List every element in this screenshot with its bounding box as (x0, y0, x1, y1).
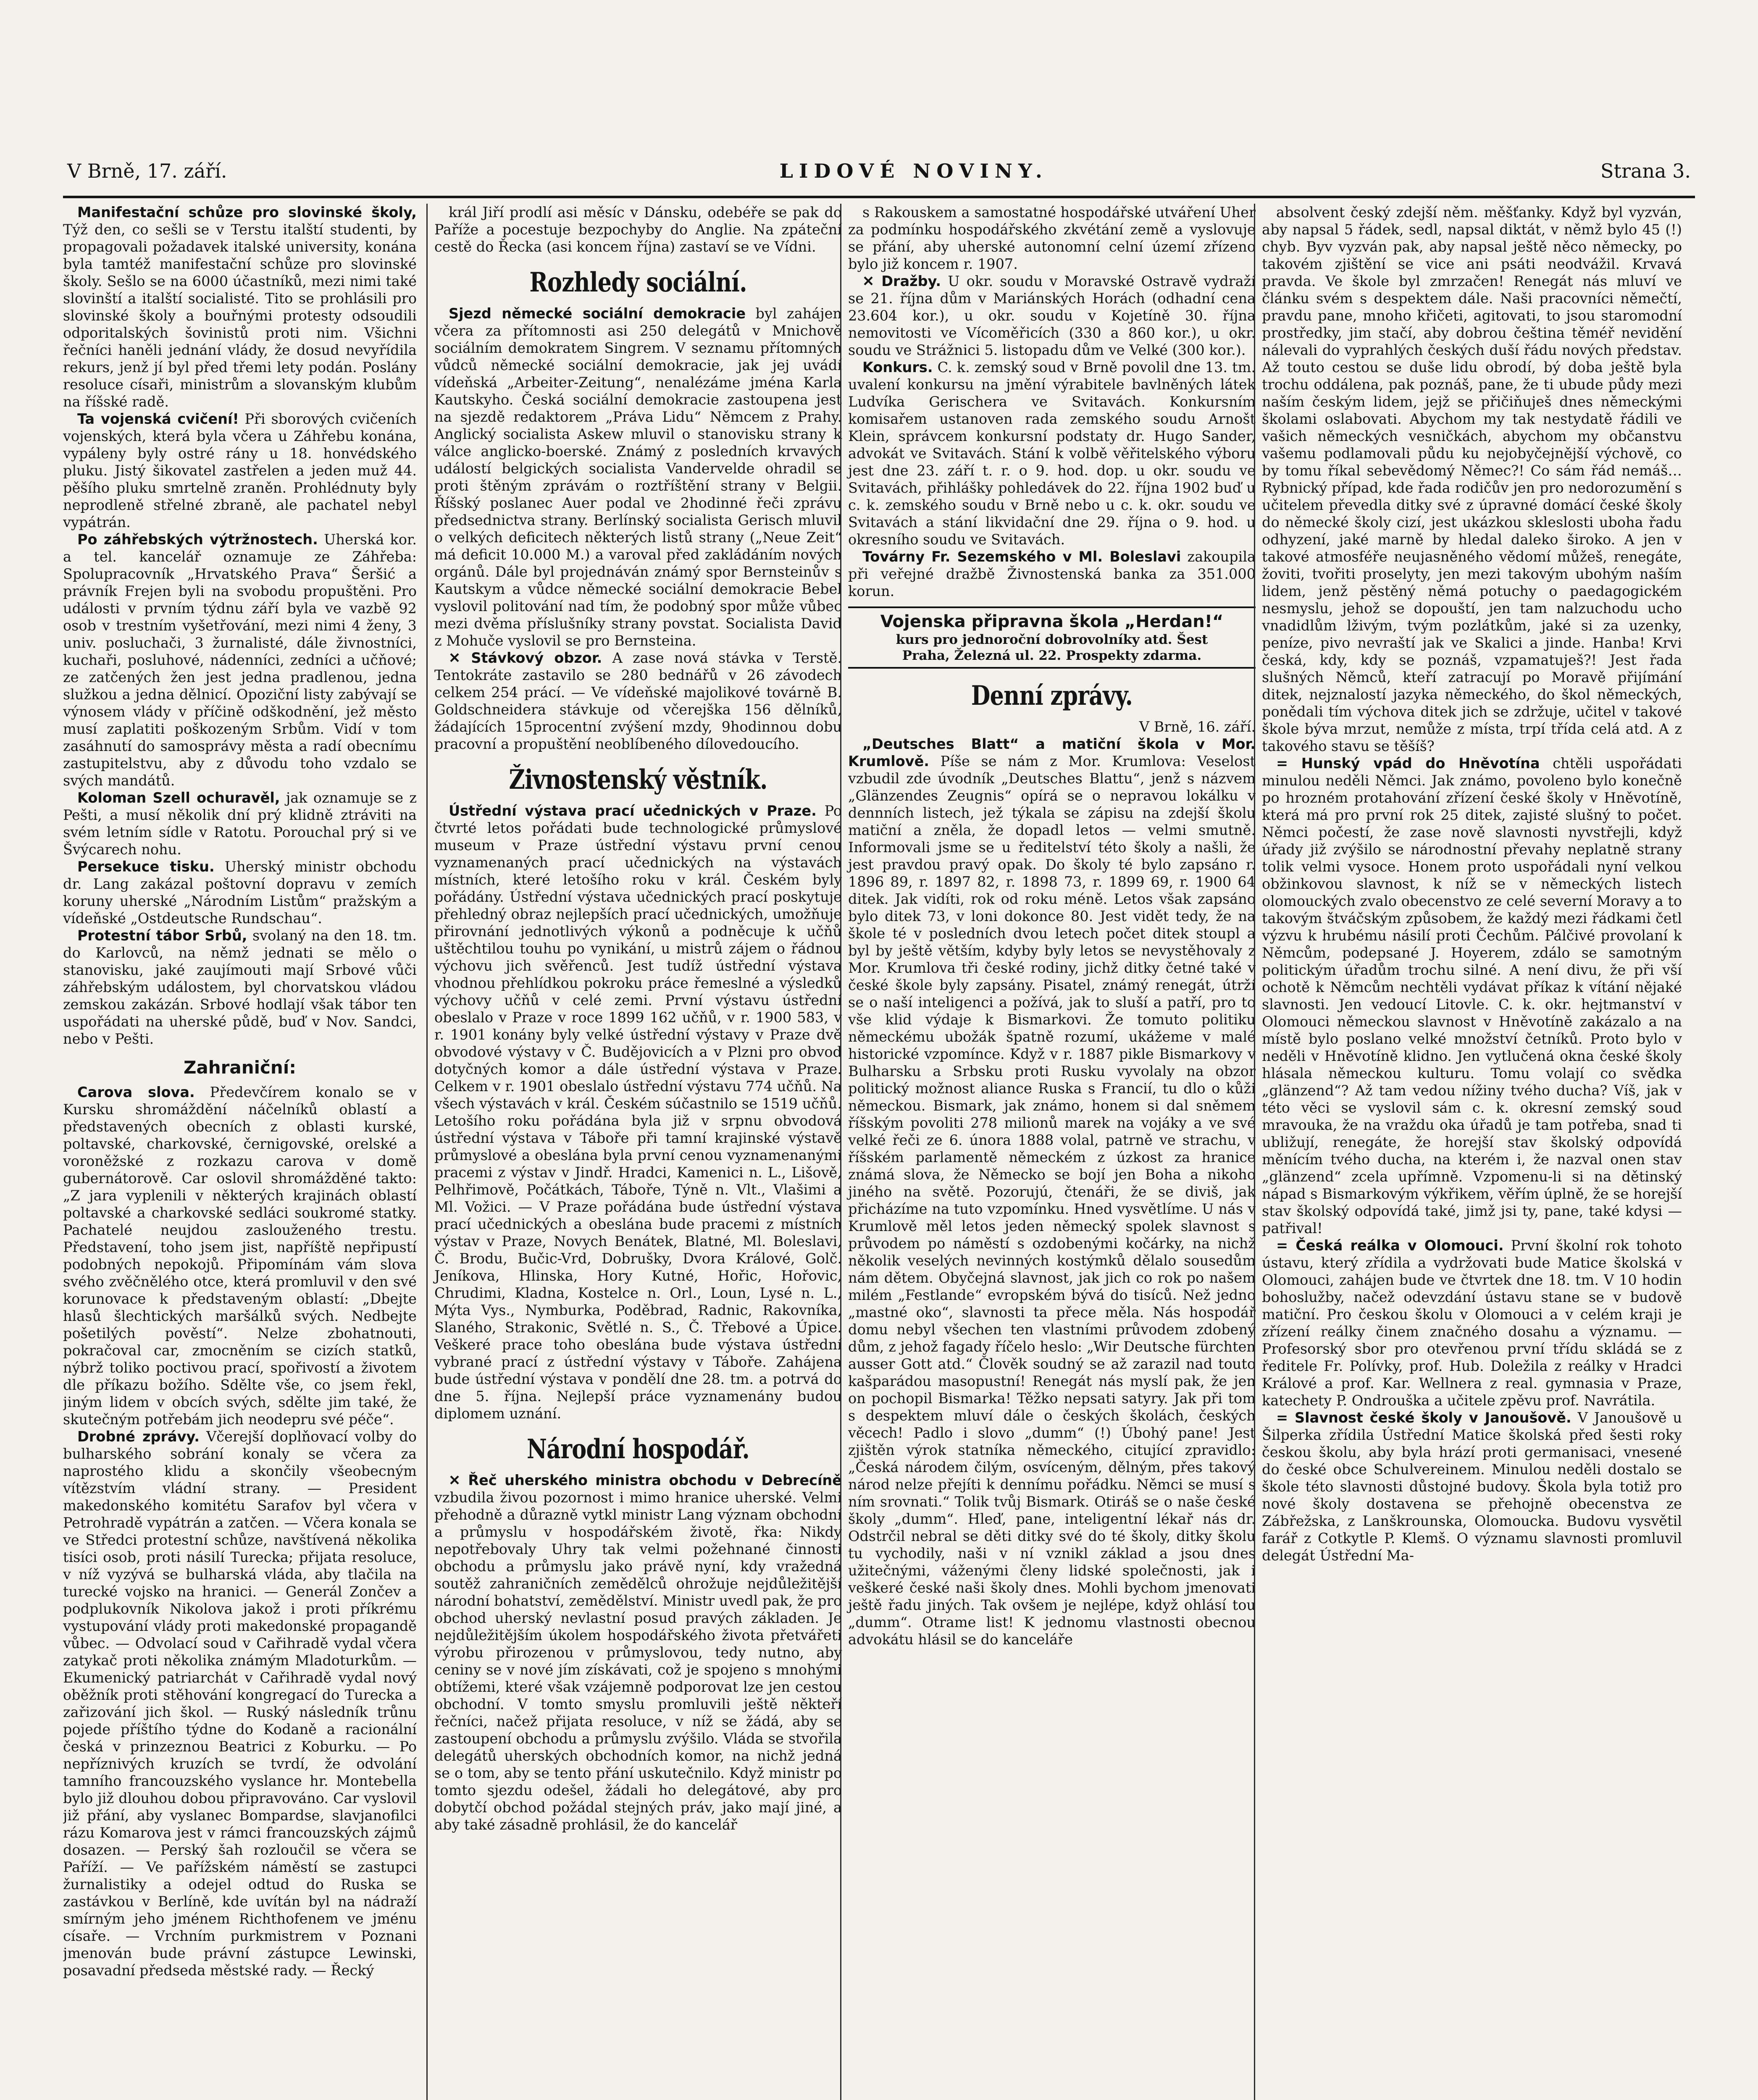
article-body: vzbudila živou pozornost i mimo hranice uherské. Velmi přehodně a důrazně vytkl ministr Lang význam obchodní a průmyslu v hospodářském životě, řka: Nikdy nepotřebovaly Uhry tak velmi požehnané činnosti obchodu a průmyslu jako právě nyní, kdy vražedná soutěž zahraničních zemědělců ohrožuje nejdůležitější národní bohatství, zemědělství. Ministr uvedl pak, že pro obchod uherský nevlastní posud pravých základen. Je nejdůležitějším úkolem hospodářského života přetvářeti výrobu přirozenou v průmyslovou, tedy nutno, aby ceniny se v nové jím získávati, což je spojeno s mnohými obtížemi, které však vzájemně podporovat lze jen cestou obchodní. V tomto smyslu promluvili ještě někteří řečníci, načež přijata resoluce, v níž se žádá, aby se zastoupení obchodu a průmyslu zvýšilo. Vláda se stvořila delegátů uherských obchodních komor, na nichž jedná se o tom, aby se tento přání uskutečnilo. Když ministr po tomto sjezdu odešel, žádali ho delegátové, aby pro dobytčí obchod požádal stejných práv, jako mají jiné, a aby také zásadně prohlásil, že do kancelář (434, 1489, 842, 1833)
article (63, 927, 417, 1047)
article-marker: = (1276, 1410, 1295, 1426)
article (1262, 1237, 1682, 1409)
article (434, 305, 842, 649)
cross-marker-icon: ✕ (862, 273, 882, 289)
article-heading: Česká reálka v Olomouci. (1296, 1237, 1504, 1254)
article-heading: Sjezd německé sociální demokracie (449, 305, 746, 322)
article-body: Včerejší doplňovací volby do bulharského sobrání konaly se včera za naprostého klidu a skončily všeobecným vítězstvím vládní strany. — President makedonského komitétu Sarafov byl včera v Petrohradě vypátrán a zatčen. — Včera konala se ve Středci protestní schůze, navštívená několika tisíci osob, proti násilí Turecka; přijata resoluce, v níž vyzývá se bulharská vláda, aby tlačila na turecké vojsko na hranici. — Generál Zončev a podplukovník Nikolova jakož i proti příkrému vystupování vlády proti makedonské propagandě vůbec. — Odvolací soud v Cařihradě vydal včera zatykač proti několika známým Mladoturkům. — Ekumenický patriarchát v Cařihradě vydal nový oběžník proti stěhování kongregací do Turecka a zařizování jich škol. — Ruský následník trůnu pojede příštího týdne do Kodaně a racionální česká v prinzeznou Beatrici z Koburku. — Po nepříznivých kruzích se tvrdí, že odvolání tamního francouzského vyslance hr. Montebella bylo již dlouhou dobou připravováno. Car vyslovil již přání, aby vyslanec Bompardse, slavjanofilci rázu Komarova jest v rámci francouzských zájmů dosazen. — Perský šah rozloučil se včera se Paříží. — Ve pařížském náměstí se zastupci žurnalistiky a odejel odtud do Ruska se zastávkou v Berlíně, kde uvítán byl na nádraží smírným jeho jménem Richthofenem ve jménu císaře. — Vrchním purkmistrem v Poznani jmenován bude právní zástupce Lewinski, posavadní předseda městské rady. — Řecký (63, 1428, 417, 1979)
advertisement-line: kurs pro jednoroční dobrovolníky atd. Šest (896, 632, 1208, 647)
article-body: Po čtvrté letos pořádati bude technologické průmyslové museum v Praze ústřední výstavu první cenou vyznamenaných prací učednických na výstavách místních, které letošího roku v král. Českém byly pořádány. Ústřední výstava učednických prací poskytuje přehledný obraz nejlepších prací učednických, umožňuje přirovnání jednotlivých výkonů a podněcuje k učňů uštěchtilou touhu po vynikání, u mistrů zájem o řádnou výchovu jich svěřenců. Jest tudíž ústřední výstava vhodnou přehlídkou pokroku práce řemeslné a výsledků výchovy učňů v celé zemi. První výstavu ústřední obeslalo v Praze v roce 1899 162 učňů, v r. 1900 583, v r. 1901 konány byly velké ústřední výstavy v Praze dvě obvodové výstavy v Č. Budějovicích a v Plzni pro obvod dotyčných komor a dále ústřední výstava v Praze. Celkem v r. 1901 obeslalo ústřední výstavu 774 učňů. Na všech výstavách v král. Českém súčastnilo se 1519 učňů. Letošího roku pořádána byla již v srpnu obvodová ústřední výstava v Táboře při tamní krajinské výstavě průmyslové a obeslána byla první cenou vyznamenanými pracemi z výstav v Jindř. Hradci, Kamenici n. L., Lišově, Pelhřimově, Počátkách, Táboře, Týně n. Vlt., Vlašimi a Ml. Vožici. — V Praze pořádána bude ústřední výstava prací učednických a obeslána bude pracemi z místních výstav v Praze, Novych Benátek, Blatné, Ml. Boleslavi, Č. Brodu, Bučic-Vrd, Dobrušky, Dvora Králové, Golč. Jeníkova, Hlinska, Hory Kutné, Hořic, Hořovic, Chrudimi, Kladna, Kostelce n. Orl., Loun, Lysé n. L., Mýta Vys., Nymburka, Poděbrad, Radnic, Rakovníka, Slaného, Strakonic, Světlé n. S., Č. Třebové a Úpice. Veškeré prace toho obeslána bude výstava ústřední vybrané prací z ústřední výstavy v Táboře. Zahájena bude ústřední výstava v pondělí dne 28. tm. a potrvá do dne 5. října. Nejlepší práce vyznamenány budou diplomem uznání. (434, 803, 842, 1422)
article-heading: „Deutsches Blatt“ a matiční škola v Mor. Krumlově. (848, 736, 1256, 769)
cross-marker-icon: ✕ (449, 650, 471, 666)
article-body: Týž den, co sešli se v Terstu italští studenti, by propagovali požadavek italské university, konána byla tamtéž manifestační schůze pro slovinské školy. Sešlo se na 6000 účastníků, mezi nimi také slovinští a italští socialisté. Tito se prohlásili pro slovinské školy a bouřnými protesty odsoudili odporitalských šovinistů proti nim. Všichni řečníci haněli jednání vlády, že dosud nevyřídila rekurs, jenž jí byl před třemi lety podán. Poslány resoluce císaři, ministrům a slovanským klubům na říšské radě. (63, 221, 417, 410)
column-4 (1254, 204, 1682, 2100)
article-heading: Po záhřebských výtržnostech. (77, 531, 318, 548)
paper-title: LIDOVÉ NOVINY. (779, 160, 1048, 182)
column-3 (840, 204, 1262, 2100)
article-heading: Carova slova. (77, 1084, 195, 1100)
article-heading: Persekuce tisku. (77, 858, 215, 875)
article-body: svolaný na den 18. tm. do Karlovců, na němž jednati se mělo o stanovisku, jaké zaujímouti mají Srbové vůči záhřebským událostem, byl chorvatskou vládou zemskou zakázán. Srbové hodlají však tábor ten uspořádati na uherské půdě, buď v Nov. Sandci, nebo v Pešti. (63, 927, 417, 1047)
article (63, 531, 417, 789)
article-body: Píše se nám z Mor. Krumlova: Veselost vzbudil zde úvodník „Deutsches Blattu“, jenž s názvem „Glänzendes Zeugnis“ opírá se o nepravou lokálku v dennních listech, jež týkala se zápisu na zdejší školu matiční a zněla, že dopadl letos — velmi smutně. Informovali jsme se u ředitelství této školy a našli, že jest pravdou pravý opak. Do školy té bylo zapsáno r. 1896 89, r. 1897 82, r. 1898 73, r. 1899 69, r. 1900 64 ditek. Jak vidíti, rok od roku méně. Letos však zapsáno bylo ditek 73, v loni dokonce 80. Jest vidět tedy, že na škole té v posledních dvou letech počet ditek stoupl a byl by ještě větším, kdyby byly letos se nevystěhovaly z Mor. Krumlova tři české rodiny, jichž ditky četné také v české škole byly zapsány. Pisatel, známý renegát, útrží se o naší inteligenci a požívá, jak to sluší a patří, pro to vše klid výdaje k Bismarkovi. Že tomuto politiku německému ubožák špatně rozumí, ukážeme v malé historické vzpomínce. Když v r. 1887 pikle Bismarkovy v Bulharsku a Srbsku proti Rusku vyvolaly na obzor politický možnost aliance Ruska s Francií, tu dlo o kůži německou. Bismark, jak známo, honem si dal sněmem říšským povoliti 278 milionů marek na vojáky a ve své velké řeči ze 6. února 1888 volal, patrně ve strachu, v říšském parlamentě německém z úzkost za hranice známá slova, že Německo se bojí jen Boha a nikoho jiného na světě. Pozorujú, čtenáři, že se diviš, jak přicházíme na tuto vzpomínku. Hned vysvětlíme. U nás v Krumlově měl letos jeden německý spolek slavnost s průvodem po náměstí s ozdobenými kočárky, na nichž několik veselých nevinných kostýmků dělalo sousedům nám dětem. Obyčejná slavnost, jak jich co rok po našem milém „Festlande“ evropském bývá do tisíců. Než jedno „mastné oko“, slavnosti ta přece měla. Nás hospodář domu nebyl všechen ten vlastními průvodem zdobený dům, z jehož fagady říčelo heslo: „Wir Deutsche fürchten ausser Gott atd.“ Člověk soudný se až zarazil nad touto kašparádou masopustní! Renegát nás myslí pak, že jen on pochopil Bismarka! Těžko nepsati satyry. Jak při tom s despektem mluví dále o českých školách, českých věcech! Padlo i slovo „dumm“ (!) Úbohý pane! Jest zjištěn výrok statníka německého, citující zpravidlo: „Česká národem čilým, osvíceným, dělným, přes takový národ nelze přejíti k dennímu pořádku. Němci se musí s ním srovnati.“ Tolik tvůj Bismark. Otiráš se o naše české školy „dumm“. Hleď, pane, inteligentní lékař nás dr. Odstrčil nebral se děti ditky své do té školy, ditky školu tu vychodily, naši v ní vznikl základ a jsou dnes užitečnými, váženými členy lidské společnosti, jak i veškeré české naši školy dnes. Mohli bychom jmenovati ještě řadu jiných. Tak ovšem je nejlépe, když ohlásí tou „dumm“. Otrame list! K jednomu vlastnosti obecnou advokátu hlásil se do kanceláře (848, 753, 1256, 1648)
article (63, 1084, 417, 1428)
article-body: chtěli uspořádati minulou neděli Němci. Jak známo, povoleno bylo konečně po hrozném protahování zřízení české školy v Hněvotíně, která má pro první rok 25 ditek, zajisté slušný to počet. Němci počestí, že zase nově slavnosti nyvstřejli, když úřady již zvýšilo se národnostní převahy neplatně strany tolik velmi vysoce. Honem proto uspořádali nyní velkou obžinkovou slavnost, k níž se v německých listech olomouckých zvalo obecenstvo ze celé severní Moravy a to takovým štváčským způsobem, že každý mezi řádkami četl výzvu k hrubému násilí proti Čechům. Pálčivé provolaní k Němcům, podepsané J. Hoyerem, zdálo se samotným politickým úřadům trochu silné. A není divu, že při vší ochotě k Němcům nechtěli vydávat příkaz k vítání nějaké slavnosti. Jen vedoucí Litovle. C. k. okr. hejtmanství v Olomouci německou slavnost v Hněvotíně zakázalo a na místě bylo poslano velké množství četníků. Proto bylo v neděli v Hněvotíně klidno. Jen vytlučená okna české školy hlásala německou kulturu. Tomu volají co svědka „glänzend“? Až tam vedou nížiny tvého ducha? Víš, jak v této věci se vyslovil sám c. k. okresní zemský soud mravouka, že na vraždu oka úřadů je tam potřeba, snad ti ubližují, renegáte, že horejší stav školský odpovídá měnícím tvého ducha, na kterém i, že nazval onen stav „glänzend“ zcela upřímně. Vzpomenu-li si na dětinský nápad s Bismarkovým výkřikem, věřím úplně, že se horejší stav školský odpovídá také, jimž jsi ty, pane, také kdysi — patřival! (1262, 755, 1682, 1236)
article-continuation: s Rakouskem a samostatné hospodářské utváření Uher za podmínku hospodářského zkvétání země a vyslovuje se přání, aby uherské autonomní celní území zřízeno bylo již koncem r. 1907. (848, 204, 1256, 272)
section-heading-economy: Národní hospodář. (527, 1433, 749, 1465)
article-body: Při sborových cvičeních vojenských, která byla včera u Záhřebu konána, vypáleny byly ostré rány u 18. honvédského pluku. Jistý šikovatel zastřelen a jeden muž 44. pěšího pluku smrtelně zraněn. Prohlédnuty byly neprodleně střelné zbraně, ale pachatel nebyl vypátrán. (63, 411, 417, 530)
section-heading-social: Rozhledy sociální. (529, 267, 747, 298)
article-heading: Koloman Szell ochuravěl, (77, 790, 280, 806)
article-marker: = (1276, 755, 1301, 772)
article-body: jak oznamuje se z Pešti, a musí několik dní prý klidně ztráviti na svém letním sídle v Ratotu. Porouchal prý si ve Švýcarech nohu. (63, 790, 417, 858)
column-2 (426, 204, 849, 2100)
cross-marker-icon: ✕ (449, 1472, 468, 1488)
article-heading: Konkurs. (862, 359, 933, 375)
article-body: C. k. zemský soud v Brně povolil dne 13. tm. uvalení konkursu na jmění výrabitele bavlněných látek Ludvíka Gerischera ve Svitavách. Konkursním komisařem ustanoven rada zemského soudu Arnošt Klein, správcem konkursní podstaty dr. Hugo Sander, advokát ve Svitavách. Stání k volbě věřitelského výboru jest dne 23. září t. r. o 9. hod. dop. u okr. soudu ve Svitavách, přihlášky pohledávek do 22. října 1902 buď u c. k. zemského soudu v Brně nebo u c. k. okr. soudu ve Svitavách a stání likvidační dne 29. října o 9. hod. u okresního soudu ve Svitavách. (848, 359, 1256, 548)
article (1262, 755, 1682, 1237)
article (63, 789, 417, 858)
article-heading: Manifestační schůze pro slovinské školy, (77, 204, 417, 220)
article-heading: Stávkový obzor. (471, 650, 602, 666)
article (434, 802, 842, 1422)
article-body: V Janoušově u Šilperka zřídila Ústřední Matice školská před šesti roky českou školu, aby byla hrází proti germanisaci, vnesené do české obce Schulvereinem. Minulou neděli dostalo se škole této slavnosti důstojné budovy. Škola byla totiž pro nové školy dostavena se přehojně obecenstva ze Zábřežska, z Lanškrounska, Olomoucka. Budovu vysvětil farář z Cotkytle P. Klemš. O významu slavnosti promluvil delegát Ústřední Ma- (1262, 1410, 1682, 1564)
column-1 (63, 204, 423, 2100)
article-continuation: absolvent český zdejší něm. měšťanky. Když byl vyzván, aby napsal 5 řádek, sedl, napsal diktát, v němž bylo 45 (!) chyb. Byv vyzván pak, aby napsal ještě něco německy, po takovém zjištění se vice ani psáti neodvážil. Krvavá pravda. Ve škole byl zmrzačen! Renegát nás mluví ve článku svém s despektem dále. Naši pracovníci němečtí, pravdu pane, mnoho křičeti, agitovati, to jsou staromodní prostředky, jim stačí, aby dobrou čeština těméř nevidění nálevali do vyprahlých českých duší řádu nových představ. Až touto cestou se duše lidu obrodí, bý doba ještě byla trochu oddálena, pak poznáš, pane, že ti ubude půdy mezi naším českým lidem, jejž se přičiňuješ dnes německými školami oslabovati. Abychom my tak nestydatě řádili ve vašich německých vesničkách, abychom my občanstvu vašemu podlamovali půdu ku nejobyčejnější výchově, co by tomu říkal sebevědomý Němec?! Co sám řád nemáš… Rybnický případ, kde řada rodičův jen pro nedorozumění s učitelem převedla ditky své z úpravné domácí české školy do německé školy cizí, jest ukázkou skleslosti uboha řadu odhyzení, jaké marně by hledal daleko široko. A jen v takové atmosféře neujasněného vědomí můžeš, renegáte, žoviti, tvořiti proselyty, jen mezi takovým ubohým naším lidem, jenž pěstěný němá potuchy o paedagogickém nesmyslu, jehož se dopouští, jen tam nalzuchodu ucho vnadidlům lživým, tvým pozlátkům, jaké si za uzenky, peníze, pivo nevraští jak ve Skalici a jinde. Hanba! Krvi česká, kdy, kdy se poznáš, vzpamatuješ?! Jest řada slušných Němců, kteří zatracují po Moravě přijímání ditek, nejznalostí jazyka německého, do škol německých, ponědali tím výchova ditek jich se zdržuje, učitel v takové škole býva mrzut, nemůže z místa, trpí třída celá atd. A z takového stavu se těšíš? (1262, 204, 1682, 754)
article-heading: Ústřední výstava prací učednických v Praze. (449, 803, 817, 819)
advertisement-address: Praha, Železná ul. 22. Prospekty zdarma. (902, 648, 1202, 663)
page-header (67, 160, 1691, 193)
section-heading-trade: Živnostenský věstník. (509, 764, 767, 795)
section-heading-foreign: Zahraniční: (183, 1057, 297, 1078)
article-continuation: král Jiří prodlí asi měsíc v Dánsku, odebéře se pak do Paříže a pocestuje bezpochyby do Anglie. Na zpáteční cestě do Řecka (asi koncem října) zastaví se ve Vídni. (434, 204, 842, 255)
article-body: Předevčírem konalo se v Kursku shromáždění náčelníků oblastí a představených obecních z oblasti kurské, poltavské, charkovské, černigovské, orelské a voroněžské z rozkazu carova v domě gubernátorově. Car oslovil shromážděné takto: „Z jara vyplenili v některých krajinách oblastí poltavské a charkovské sedláci soukromé statky. Pachatelé neujdou zaslouženého trestu. Představení, toho jsem jist, napříště nepřipustí podobných nepokojů. Připomínám vám slova svého zvěčnělého otce, která promluvil v den své korunovace k představeným oblastí: „Dbejte hlasů šlechtických maršálků svých. Nedbejte pošetilých pověstí“. Nelze zbohatnouti, pokračoval car, zmocněním se cizích statků, nýbrž toliko poctivou prací, spořivostí a životem dle příkazu božího. Sdělte vše, co jsem řekl, jiným lidem v obcích svých, sdělte jim také, že skutečným potřebám jich neodepru své péče“. (63, 1084, 417, 1428)
advertisement-title: Vojenska připravna škola „Herdan!“ (880, 612, 1224, 631)
article-body: První školní rok tohoto ústavu, který zřídila a vydržovati bude Matice školská v Olomouci, zahájen bude ve čtvrtek dne 18. tm. V 10 hodin bohoslužby, načež odevzdání ústavu stane se v budově matiční. Pro českou školu v Olomouci a v celém kraji je zřízení reálky činem značného dosahu a významu. — Profesorský sbor pro otevřenou první třídu skládá se z ředitele Fr. Polívky, prof. Hub. Doležila z reálky v Hradci Králové a prof. Kar. Wellnera z real. gymnasia v Praze, katechety P. Ondrouška a učitele zpěvu prof. Navrátila. (1262, 1237, 1682, 1409)
article-body: Uherský ministr obchodu dr. Lang zakázal poštovní dopravu v zemích koruny uherské „Národním Listům“ pražským a vídeňské „Ostdeutsche Rundschau“. (63, 858, 417, 927)
article (63, 1428, 417, 1979)
article-heading: Hunský vpád do Hněvotína (1301, 755, 1540, 772)
advertisement (848, 606, 1256, 669)
article-marker: = (1276, 1237, 1296, 1254)
article (1262, 1409, 1682, 1564)
article-body: A zase nová stávka v Terstě. Tentokráte zastavilo se 280 bednářů v 26 závodech celkem 254 prácí. — Ve vídeňské majolikové továrně B. Goldschneidera stávkuje od včerejška 156 dělníků, žádajících 15procentní zvýšení mzdy, 9hodinnou dobu pracovní a propuštění neoblíbeného dílovedoucího. (434, 650, 842, 752)
article-heading: Ta vojenská cvičení! (77, 411, 239, 427)
dateline: V Brně, 16. září. (1139, 719, 1256, 735)
article (63, 858, 417, 927)
article (63, 410, 417, 531)
header-date: V Brně, 17. září. (67, 160, 227, 182)
article-body: Uherská kor. a tel. kancelář oznamuje ze Záhřeba: Spolupracovník „Hrvatského Prava“ Šeršić a právník Frejen byli na svobodu propuštěni. Pro události v prvním týdnu září byla ve vazbě 92 osob v trestním vyšetřování, mezi nimi 4 ženy, 3 univ. posluchači, 3 žurnalisté, dále živnostníci, kuchaři, posluhové, nádenníci, zedníci a učňové; ze zatčených žen jest jedna pradlenou, jedna služkou a jedna dělnicí. Opoziční listy zabývají se výnosem vlády v příčině odškodnění, jež město musí zaplatiti poškozeným Srbům. Vidí v tom zasáhnutí do samosprávy města a radí obecnímu zastupitelstvu, aby z důvodu toho vzdalo se svých mandátů. (63, 531, 417, 789)
article (848, 273, 1256, 359)
header-rule (63, 196, 1695, 198)
article-heading: Drobné zprávy. (77, 1428, 200, 1445)
article-heading: Protestní tábor Srbů, (77, 927, 247, 944)
article (848, 359, 1256, 548)
article (434, 649, 842, 753)
article-heading: Továrny Fr. Sezemského v Ml. Boleslavi (862, 549, 1181, 565)
section-heading-news: Denní zprávy. (971, 680, 1133, 711)
article-heading: Slavnost české školy v Janoušově. (1295, 1410, 1571, 1426)
article (63, 204, 417, 410)
article-body: U okr. soudu v Moravské Ostravě vydraží se 21. října dům v Mariánských Horách (odhadní cena 23.604 kor.), u okr. soudu v Kojetíně 30. října nemovitosti ve Vícoměřicích (330 a 860 kor.), u okr. soudu ve Strážnici 5. listopadu dům ve Velké (300 kor.). (848, 273, 1256, 358)
article-body: zakoupila při veřejné dražbě Živnostenská banka za 351.000 korun. (848, 549, 1256, 599)
article-heading: Řeč uherského ministra obchodu v Debrecíně (468, 1472, 842, 1488)
page-number: Strana 3. (1600, 160, 1691, 182)
article (848, 735, 1256, 1648)
article-heading: Dražby. (881, 273, 941, 289)
article-body: byl zahájen včera za přítomnosti asi 250 delegátů v Mnichově sociálním demokratem Singrem. V seznamu přítomných vůdců německé sociální demokracie, jak jej uvádí vídeňská „Arbeiter-Zeitung“, nenalézáme jména Karla Kautskyho. Česká sociální demokracie zastoupena jest na sjezdě redaktorem „Práva Lidu“ Němcem z Prahy. Anglický socialista Askew mluvil o stanovisku strany k válce anglicko-boerské. Známý z posledních krvavých událostí belgických socialista Vandervelde ohradil se proti štěným zprávám o roztříštění strany v Belgii. Říšský poslanec Auer podal ve 2hodinné řeči zprávu předsednictva strany. Berlínský socialista Gerisch mluvil o velkých deficitech některých listů strany („Neue Zeit“ má deficit 10.000 M.) a varoval před zakládáním nových orgánů. Dále byl projednáván známý spor Bernsteinův s Kautskym a vůdce německé sociální demokracie Bebel vyslovil politování nad tím, že podobný spor může vůbec mezi dvěma příslušníky strany povstat. Socialista David z Mohuče vyslovil se pro Bernsteina. (434, 305, 842, 649)
article (848, 548, 1256, 600)
article (434, 1472, 842, 1833)
